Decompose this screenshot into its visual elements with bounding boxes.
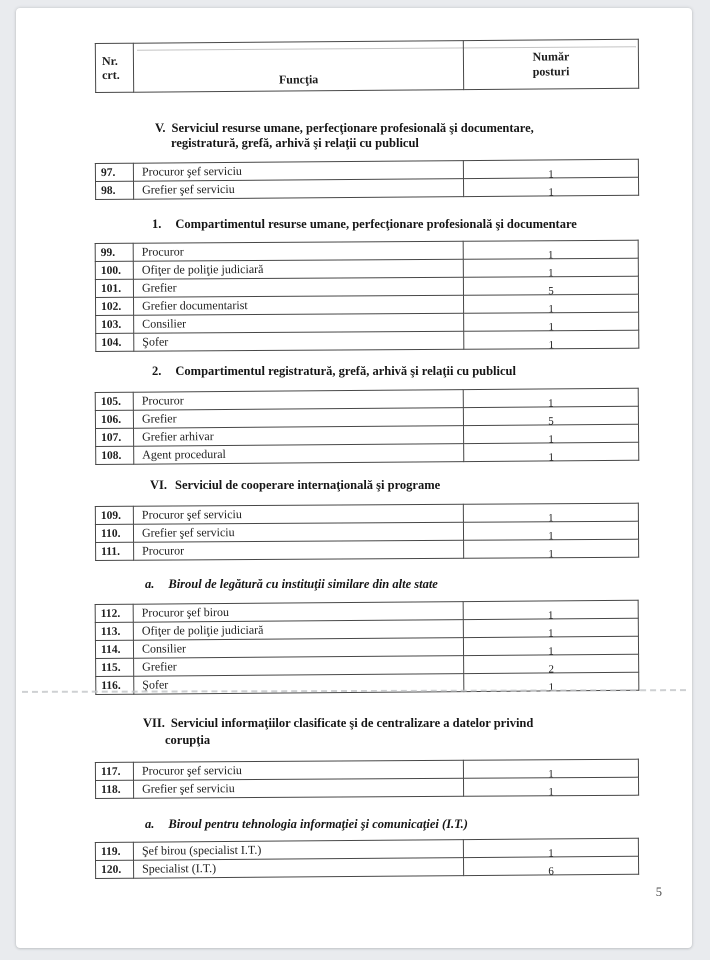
- posts-value: 1: [548, 185, 554, 198]
- positions-table-a-it: [95, 838, 639, 879]
- heading-text: Serviciul de cooperare internaţională şi programe: [175, 478, 441, 492]
- row-function: Procuror şef birou: [133, 602, 463, 623]
- header-table-wrap: [95, 43, 638, 93]
- row-number: 113.: [95, 622, 133, 640]
- heading-prefix: 2.: [152, 364, 162, 378]
- heading-line-2: registratură, grefă, arhivă şi relaţii cu publicul: [171, 136, 419, 150]
- posts-value: 1: [548, 338, 555, 351]
- page-number: 5: [655, 885, 662, 899]
- heading-line-1: [155, 121, 638, 136]
- row-function: Grefier: [133, 277, 463, 297]
- heading-prefix: 1.: [152, 217, 162, 231]
- row-function: Grefier: [134, 656, 464, 677]
- posts-value: 1: [548, 320, 554, 333]
- row-number: 115.: [96, 658, 134, 676]
- row-function: Ofiţer de poliţie judiciară: [133, 620, 463, 641]
- heading-line-1: [145, 577, 638, 592]
- row-number: 109.: [95, 506, 133, 524]
- section-heading-vi: [95, 478, 638, 493]
- heading-prefix: V.: [155, 121, 166, 135]
- header-crt: crt.: [101, 67, 120, 82]
- row-function: Şofer: [134, 331, 464, 351]
- heading-line-2: corupţia: [165, 733, 211, 747]
- row-function: Ofiţer de poliţie judiciară: [133, 259, 463, 279]
- posts-value: 5: [548, 284, 554, 297]
- row-function: Agent procedural: [134, 444, 464, 465]
- table-row: [96, 442, 639, 464]
- header-nr: Nr.: [101, 53, 118, 68]
- posts-value: 1: [548, 626, 554, 639]
- posts-value: 1: [548, 266, 554, 279]
- row-number: 114.: [95, 640, 133, 658]
- row-number: 107.: [95, 428, 133, 446]
- section-heading-a-legatura: [95, 577, 638, 592]
- heading-text: Serviciul informaţiilor clasificate şi de centralizare a datelor privind: [170, 716, 534, 730]
- header-col-functia: Funcţia: [133, 41, 463, 93]
- row-posts: [463, 258, 638, 277]
- row-function: Consilier: [134, 313, 464, 333]
- heading-line-1: [143, 715, 638, 732]
- positions-table-1: [95, 240, 640, 352]
- heading-line-1: [152, 364, 638, 379]
- posts-value: 1: [548, 767, 554, 780]
- row-number: 99.: [95, 243, 133, 261]
- row-function: Procuror şef serviciu: [133, 760, 463, 780]
- row-number: 108.: [96, 446, 134, 464]
- row-function: Procuror: [133, 390, 463, 411]
- table-row: [95, 777, 638, 798]
- posts-value: 1: [547, 608, 554, 621]
- row-function: Grefier şef serviciu: [133, 179, 463, 200]
- row-number: 117.: [95, 762, 133, 780]
- heading-text: Compartimentul registratură, grefă, arhivă şi relaţii cu publicul: [175, 364, 516, 378]
- header-numar: Număr: [532, 49, 570, 64]
- row-function: Procuror: [133, 241, 463, 261]
- row-posts: [463, 856, 638, 875]
- row-posts: [463, 503, 638, 522]
- table-row: [95, 177, 638, 199]
- row-number: 100.: [95, 261, 133, 279]
- row-posts: [463, 424, 638, 443]
- posts-value: 1: [548, 511, 554, 524]
- posts-value: 1: [548, 396, 554, 409]
- row-number: 97.: [95, 163, 133, 181]
- document-page: [16, 8, 692, 948]
- row-function: Grefier documentarist: [133, 295, 463, 315]
- section-heading-a-it: [95, 817, 638, 832]
- heading-text: Biroul pentru tehnologia informaţiei şi comunicaţiei (I.T.): [168, 817, 468, 831]
- row-posts: [463, 636, 638, 655]
- positions-table-2: [95, 388, 640, 465]
- posts-value: 1: [548, 644, 554, 657]
- header-col-nr-crt: [95, 43, 133, 92]
- posts-value: 1: [548, 547, 554, 560]
- page-content: [16, 8, 638, 879]
- row-posts: [464, 654, 639, 673]
- row-function: Şofer: [134, 674, 464, 695]
- row-function: Grefier: [133, 408, 463, 429]
- posts-value: 5: [548, 414, 554, 427]
- row-number: 106.: [95, 410, 133, 428]
- row-posts: [463, 521, 638, 540]
- row-posts: [463, 240, 638, 259]
- posts-value: 2: [548, 662, 554, 675]
- row-function: Procuror şef serviciu: [133, 504, 463, 524]
- row-number: 105.: [95, 392, 133, 410]
- row-posts: [463, 600, 638, 619]
- row-number: 110.: [95, 524, 133, 542]
- posts-value: 1: [547, 248, 554, 261]
- posts-value: 6: [548, 864, 554, 877]
- row-posts: [463, 759, 638, 778]
- heading-prefix: VII.: [143, 716, 165, 730]
- row-function: Grefier şef serviciu: [133, 522, 463, 542]
- row-function: Grefier şef serviciu: [133, 778, 463, 798]
- heading-text: Compartimentul resurse umane, perfecţionare profesională şi documentare: [175, 217, 577, 231]
- row-posts: [463, 276, 638, 295]
- row-posts: [463, 406, 638, 425]
- section-heading-1: [95, 217, 638, 232]
- table-row: [95, 856, 638, 878]
- row-posts: [463, 159, 638, 178]
- row-function: Şef birou (specialist I.T.): [133, 840, 463, 861]
- posts-value: 1: [548, 167, 554, 180]
- row-posts: [463, 618, 638, 637]
- header-table: [95, 39, 639, 93]
- row-posts: [463, 777, 638, 796]
- row-posts: [463, 294, 638, 313]
- posts-value: 1: [548, 529, 554, 542]
- positions-table-v: [95, 159, 639, 200]
- row-function: Procuror şef serviciu: [133, 161, 463, 182]
- table-row: [96, 539, 639, 560]
- row-posts: [464, 330, 639, 349]
- row-number: 102.: [95, 297, 133, 315]
- heading-prefix: a.: [145, 577, 155, 591]
- row-posts: [464, 539, 639, 558]
- posts-value: 1: [548, 846, 554, 859]
- row-function: Grefier arhivar: [133, 426, 463, 447]
- header-col-numar-posturi: [463, 39, 638, 89]
- positions-table-vii: [95, 759, 639, 799]
- header-posturi: posturi: [532, 64, 570, 79]
- positions-table-vi: [95, 503, 639, 561]
- row-posts: [463, 177, 638, 196]
- section-heading-vii: [95, 715, 638, 749]
- row-posts: [464, 312, 639, 331]
- posts-value: 1: [548, 785, 554, 798]
- heading-line-1: [152, 217, 638, 232]
- row-number: 120.: [95, 860, 133, 878]
- header-row: [95, 39, 638, 92]
- row-number: 103.: [96, 315, 134, 333]
- row-posts: [463, 388, 638, 407]
- posts-value: 1: [548, 302, 554, 315]
- heading-text: Serviciul resurse umane, perfecţionare profesională şi documentare,: [171, 121, 534, 135]
- heading-line-1: [150, 478, 638, 493]
- row-number: 111.: [96, 542, 134, 560]
- row-number: 101.: [95, 279, 133, 297]
- row-posts: [463, 838, 638, 857]
- row-number: 98.: [95, 181, 133, 199]
- section-heading-2: [95, 364, 638, 379]
- table-row: [96, 330, 639, 351]
- row-function: Consilier: [133, 638, 463, 659]
- row-number: 104.: [96, 333, 134, 351]
- row-number: 112.: [95, 604, 133, 622]
- row-number: 118.: [95, 780, 133, 798]
- posts-value: 1: [548, 432, 554, 445]
- section-heading-v: [95, 121, 638, 151]
- posts-value: 1: [548, 680, 555, 693]
- row-posts: [464, 442, 639, 461]
- heading-text: Biroul de legătură cu instituţii similare din alte state: [168, 577, 438, 591]
- posts-value: 1: [548, 450, 555, 463]
- row-function: Procuror: [134, 540, 464, 560]
- row-number: 116.: [96, 676, 134, 694]
- row-function: Specialist (I.T.): [133, 858, 463, 879]
- heading-line-1: [145, 817, 638, 832]
- positions-table-a-legatura: [95, 600, 640, 695]
- row-number: 119.: [95, 842, 133, 860]
- heading-prefix: VI.: [150, 478, 168, 492]
- heading-prefix: a.: [145, 817, 155, 831]
